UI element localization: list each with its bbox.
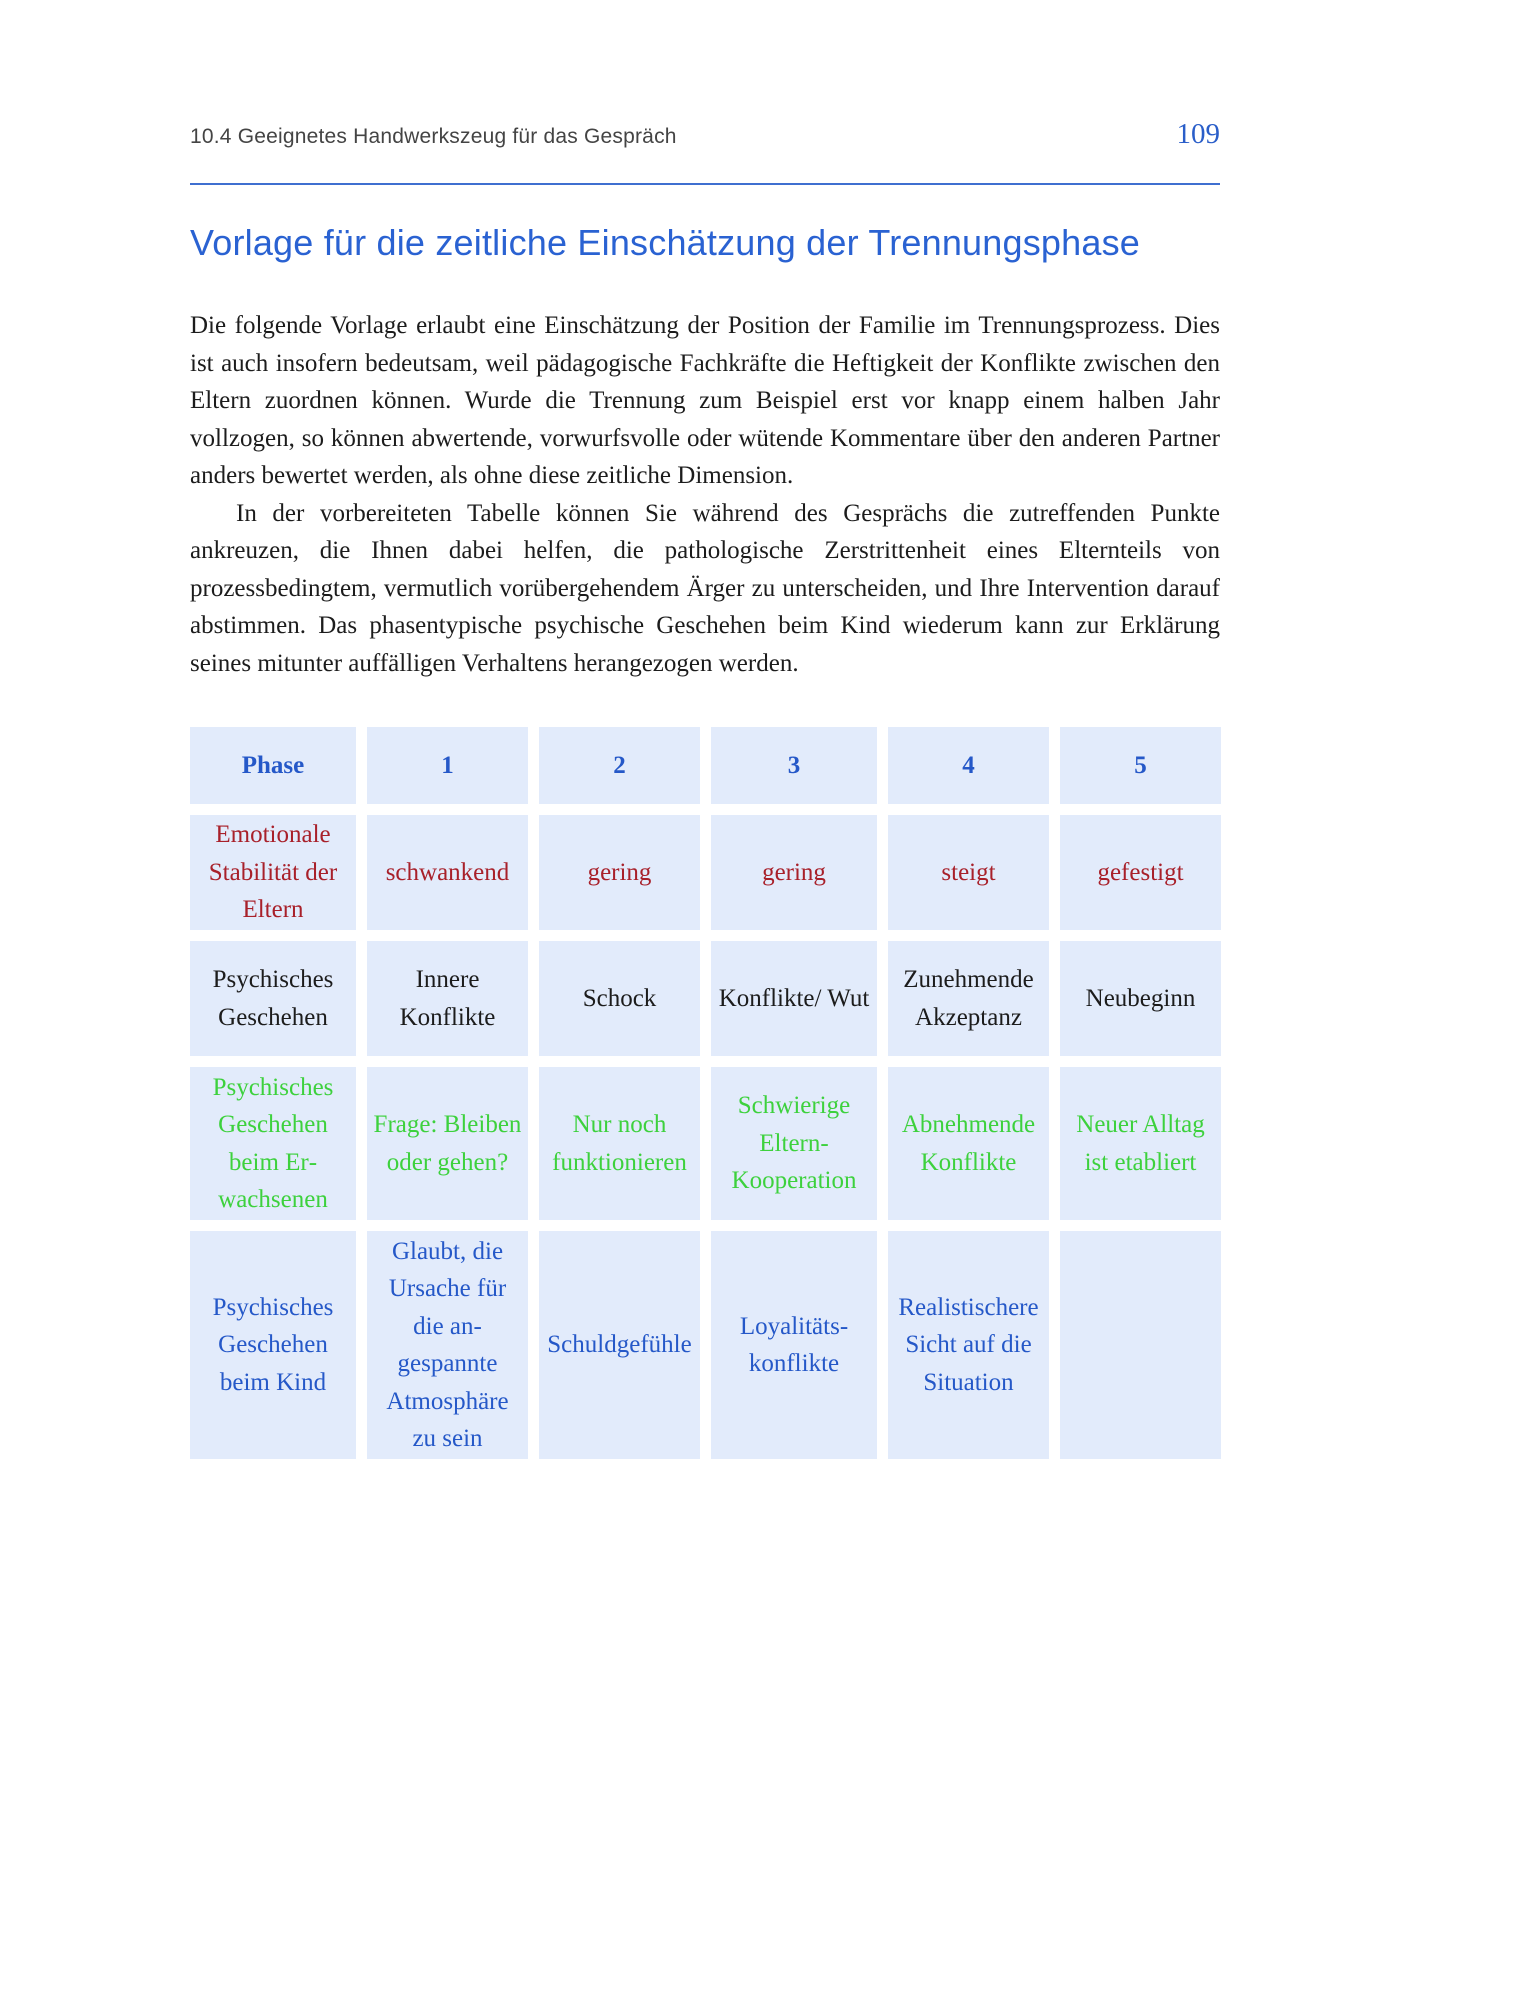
table-header-cell: 4 xyxy=(888,727,1049,804)
table-cell: Psychisches Geschehen xyxy=(190,941,356,1056)
table-cell: steigt xyxy=(888,815,1049,930)
table-cell: Realistischere Sicht auf die Situation xyxy=(888,1231,1049,1459)
table-header-cell: 3 xyxy=(711,727,877,804)
table-cell: Glaubt, die Ursache für die angespannte Atmosphäre zu sein xyxy=(367,1231,528,1459)
table-cell: Psychisches Geschehen beim Erwachsenen xyxy=(190,1067,356,1220)
section-title: 10.4 Geeignetes Handwerkszeug für das Gespräch xyxy=(190,125,677,148)
table-cell: Neubeginn xyxy=(1060,941,1221,1056)
table-cell: schwankend xyxy=(367,815,528,930)
table-cell: Schuldgefühle xyxy=(539,1231,700,1459)
table-cell: Abnehmende Konflikte xyxy=(888,1067,1049,1220)
table-cell xyxy=(1060,1231,1221,1459)
table-cell: Nur noch funktionieren xyxy=(539,1067,700,1220)
table-header-cell: Phase xyxy=(190,727,356,804)
table-header-cell: 5 xyxy=(1060,727,1221,804)
table-cell: gering xyxy=(539,815,700,930)
table-cell: Psychisches Geschehen beim Kind xyxy=(190,1231,356,1459)
table-cell: Schock xyxy=(539,941,700,1056)
phase-table xyxy=(190,727,1220,1459)
running-head xyxy=(190,118,1220,151)
table-cell: Schwierige Eltern-Kooperation xyxy=(711,1067,877,1220)
paragraph: In der vorbereiteten Tabelle können Sie während des Gesprächs die zutreffenden Punkte ankreuzen, die Ihnen dabei helfen, die pathologische Zerstrittenheit eines Elternteils von prozessbedingtem, vermutlich vorübergehendem Ärger zu unterscheiden, und Ihre Intervention darauf abstimmen. Das phasentypische psychische Geschehen beim Kind wiederum kann zur Erklärung seines mitunter auffälligen Verhaltens herangezogen werden. xyxy=(190,499,1220,677)
page-number: 109 xyxy=(1176,118,1220,150)
table-cell: Frage: Bleiben oder gehen? xyxy=(367,1067,528,1220)
table-cell: Emotionale Stabilität der Eltern xyxy=(190,815,356,930)
page-title: Vorlage für die zeitliche Einschätzung der Trennungsphase xyxy=(190,222,1141,263)
table-cell: Innere Konflikte xyxy=(367,941,528,1056)
table-cell: gering xyxy=(711,815,877,930)
table-cell: Neuer Alltag ist etabliert xyxy=(1060,1067,1221,1220)
table-header-cell: 1 xyxy=(367,727,528,804)
table-cell: Zunehmende Akzeptanz xyxy=(888,941,1049,1056)
header-rule xyxy=(190,183,1220,185)
table-cell: Konflikte/ Wut xyxy=(711,941,877,1056)
table-header-cell: 2 xyxy=(539,727,700,804)
body-text xyxy=(190,307,1220,682)
paragraph: Die folgende Vorlage erlaubt eine Einschätzung der Position der Familie im Trennungsprozess. Dies ist auch insofern bedeutsam, weil pädagogische Fachkräfte die Heftigkeit der Konflikte zwischen den Eltern zuordnen können. Wurde die Trennung zum Beispiel erst vor knapp einem halben Jahr vollzogen, so können abwertende, vorwurfsvolle oder wütende Kommentare über den anderen Partner anders bewertet werden, als ohne diese zeitliche Dimension. xyxy=(190,312,1220,489)
table-cell: gefestigt xyxy=(1060,815,1221,930)
table-cell: Loyalitätskonflikte xyxy=(711,1231,877,1459)
